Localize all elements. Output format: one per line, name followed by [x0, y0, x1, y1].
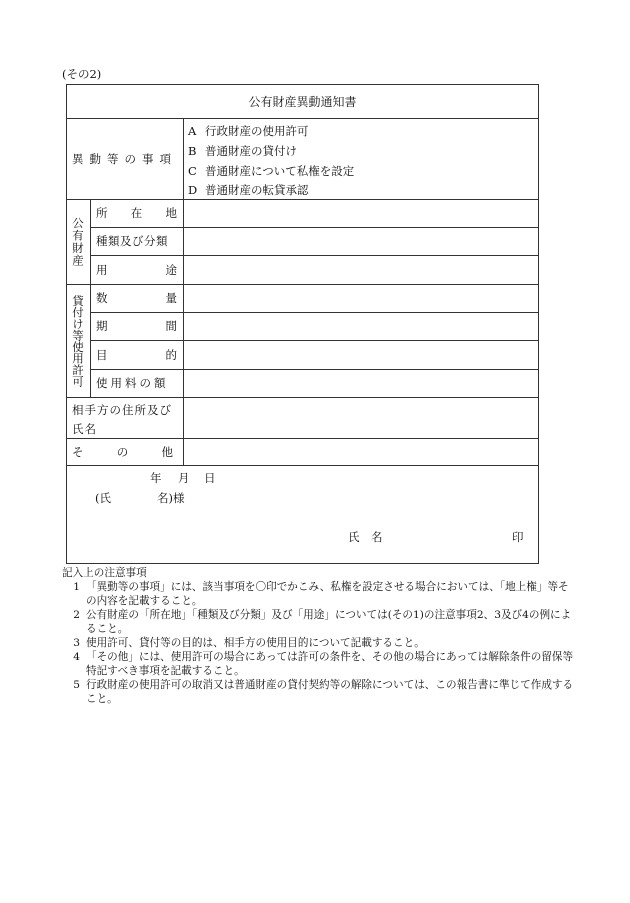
option-text: 普通財産の貸付け: [205, 144, 297, 158]
option-a[interactable]: [188, 123, 309, 139]
note-text: 公有財産の「所在地」「種類及び分類」及び「用途」については(その1)の注意事項2、3及び4の例によること。: [86, 609, 572, 635]
note-number: 2: [73, 609, 80, 621]
addressee: (氏 名)様: [95, 491, 185, 505]
option-letter: D: [188, 183, 198, 197]
seal-label: 印: [512, 530, 524, 544]
row-label-period: [96, 312, 177, 340]
other-field[interactable]: [184, 439, 538, 465]
counterparty-label-line2: 氏名: [72, 422, 97, 436]
note-item: [62, 650, 574, 678]
form-title: 公有財産異動通知書: [248, 94, 357, 109]
counterparty-field[interactable]: [184, 398, 538, 438]
label-char: 途: [165, 262, 177, 277]
group-loan-permit-label: 貸付け等使用許可: [71, 294, 85, 387]
option-letter: A: [188, 124, 197, 138]
option-letter: B: [188, 144, 197, 158]
date-month: 月: [178, 471, 190, 485]
type-field[interactable]: [184, 228, 538, 255]
option-b[interactable]: [188, 143, 297, 159]
note-text: 「その他」には、使用許可の場合にあっては許可の条件を、その他の場合にあっては解除条件の留保等特記すべき事項を記載すること。: [86, 651, 574, 677]
option-text: 行政財産の使用許可: [205, 124, 309, 138]
note-text: 使用許可、貸付等の目的は、相手方の使用目的について記載すること。: [86, 637, 425, 649]
signature-name-label: 氏 名: [348, 530, 383, 544]
label-char: 在: [130, 206, 143, 220]
label-char: 量: [165, 291, 177, 305]
note-item: [62, 608, 574, 636]
document-label: (その2): [62, 67, 102, 81]
note-item: [62, 678, 574, 706]
label-char: 的: [165, 347, 177, 362]
note-number: 5: [73, 679, 80, 691]
event-label: 異動等の事項: [72, 151, 177, 166]
label-char: そ: [72, 444, 84, 459]
label-char: 所: [96, 206, 108, 220]
note-number: 1: [73, 581, 80, 593]
divider: [90, 199, 91, 397]
note-number: 3: [73, 637, 80, 649]
label-char: 期: [96, 319, 108, 333]
date-year: 年: [150, 471, 162, 485]
label-char: 地: [165, 206, 177, 220]
row-label-other: [72, 438, 177, 465]
label-char: 目: [96, 347, 108, 362]
option-c[interactable]: [188, 163, 354, 179]
label-char: 他: [161, 444, 173, 459]
row-label-purpose: [96, 340, 177, 369]
option-d[interactable]: [188, 182, 309, 198]
row-label-quantity: [96, 284, 177, 312]
label-char: 用: [96, 262, 108, 277]
label-char: の: [116, 444, 129, 459]
note-number: 4: [73, 651, 80, 663]
counterparty-label-line1: 相手方の住所及び: [72, 403, 172, 417]
note-item: [62, 580, 574, 608]
row-label-use: [96, 255, 177, 284]
fee-field[interactable]: [184, 370, 538, 397]
purpose-field[interactable]: [184, 341, 538, 369]
option-text: 普通財産の転貸承認: [205, 183, 309, 197]
date-day: 日: [204, 471, 216, 485]
label-char: 間: [165, 319, 177, 333]
option-letter: C: [188, 164, 197, 178]
location-field[interactable]: [184, 200, 538, 227]
row-label-location: [96, 199, 177, 227]
row-label-fee: 使用料の額: [96, 376, 169, 390]
note-text: 「異動等の事項」には、該当事項を〇印でかこみ、私権を設定させる場合においては、「地上権」等その内容を記載すること。: [86, 581, 569, 607]
group-public-property-label: 公有財産: [71, 216, 85, 267]
period-field[interactable]: [184, 313, 538, 340]
divider: [66, 465, 539, 466]
note-text: 行政財産の使用許可の取消又は普通財産の貸付契約等の解除については、この報告書に準じて作成すること。: [86, 679, 574, 705]
note-item: [62, 636, 574, 650]
quantity-field[interactable]: [184, 285, 538, 312]
use-field[interactable]: [184, 256, 538, 284]
notes-section: [62, 566, 574, 706]
row-label-type: 種類及び分類: [96, 234, 168, 248]
notes-heading: 記入上の注意事項: [62, 567, 147, 579]
label-char: 数: [96, 291, 108, 305]
option-text: 普通財産について私権を設定: [205, 164, 355, 178]
